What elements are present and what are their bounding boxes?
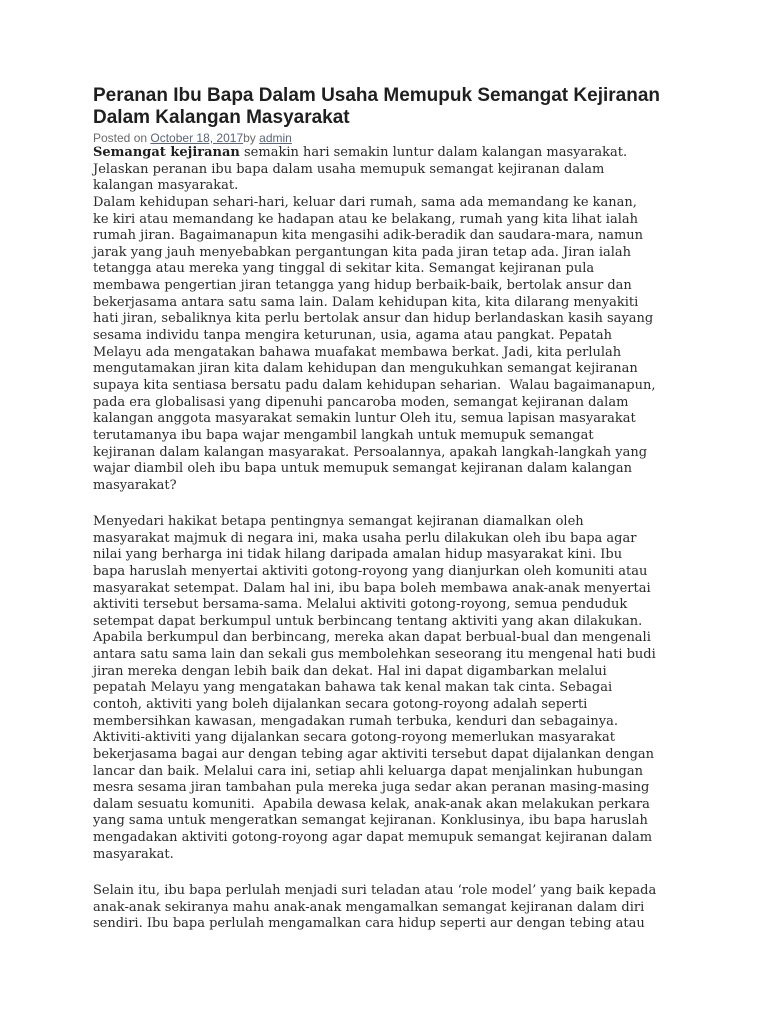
line-text: mesra sesama jiran tambahan pula mereka juga sedar akan peranan masing-masing xyxy=(93,780,650,796)
paragraph-intro xyxy=(93,145,733,494)
line-text: kalangan anggota masyarakat semakin luntur Oleh itu, semua lapisan masyarakat xyxy=(93,411,636,427)
paragraph-gotong-royong xyxy=(93,514,733,863)
text-line xyxy=(93,547,733,564)
line-text: Jelaskan peranan ibu bapa dalam usaha memupuk semangat kejiranan dalam xyxy=(93,161,605,177)
posted-on-label: Posted on xyxy=(93,131,148,145)
line-text: aktiviti tersebut bersama-sama. Melalui aktiviti gotong-royong, semua penduduk xyxy=(93,597,628,613)
line-text: masyarakat setempat. Dalam hal ini, ibu bapa boleh membawa anak-anak menyertai xyxy=(93,580,651,596)
text-line xyxy=(93,428,733,445)
text-line xyxy=(93,411,733,428)
line-text: membawa pengertian jiran tetangga yang hidup berbaik-baik, bertolak ansur dan xyxy=(93,278,632,294)
text-line xyxy=(93,514,733,531)
line-text: jarak yang jauh menyebabkan pergantungan kita pada jiran tetap ada. Jiran ialah xyxy=(93,244,632,260)
post-date-link[interactable]: October 18, 2017 xyxy=(150,131,244,145)
text-line xyxy=(93,647,733,664)
line-text: dalam sesuatu komuniti. Apabila dewasa kelak, anak-anak akan melakukan perkara xyxy=(93,796,650,812)
line-text: kejiranan dalam kalangan masyarakat. Persoalannya, apakah langkah-langkah yang xyxy=(93,444,648,460)
text-line xyxy=(93,178,733,195)
line-text: masyarakat. xyxy=(93,846,174,862)
line-text: hati jiran, sebaliknya kita perlu bertolak ansur dan hidup berlandaskan kasih sayang xyxy=(93,311,654,327)
line-text: ke kiri atau memandang ke hadapan atau ke belakang, rumah yang kita lihat ialah xyxy=(93,211,638,227)
text-line xyxy=(93,900,733,917)
line-text: Apabila berkumpul dan berbincang, mereka akan dapat berbual-bual dan mengenali xyxy=(93,630,651,646)
text-line xyxy=(93,212,733,229)
text-line xyxy=(93,531,733,548)
line-text: wajar diambil oleh ibu bapa untuk memupuk semangat kejiranan dalam kalangan xyxy=(93,461,632,477)
line-text: sendiri. Ibu bapa perlulah mengamalkan cara hidup seperti aur dengan tebing atau xyxy=(93,916,645,932)
lead-phrase: Semangat kejiranan xyxy=(93,145,240,160)
line-text: supaya kita sentiasa bersatu padu dalam kehidupan seharian. Walau bagaimanapun, xyxy=(93,377,656,393)
text-line xyxy=(93,361,733,378)
paragraph-role-model xyxy=(93,883,733,933)
line-text: bekerjasama antara satu sama lain. Dalam kehidupan kita, kita dilarang menyakiti xyxy=(93,294,639,310)
article-body xyxy=(93,145,733,952)
line-text: bekerjasama bagai aur dengan tebing agar aktiviti tersebut dapat dijalankan dengan xyxy=(93,746,655,762)
line-text: sesama individu tanpa mengira keturunan, usia, agama atau pangkat. Pepatah xyxy=(93,328,613,344)
line-text: membersihkan kawasan, mengadakan rumah terbuka, kenduri dan sebagainya. xyxy=(93,713,619,729)
line-text: mengadakan aktiviti gotong-royong agar dapat memupuk semangat kejiranan dalam xyxy=(93,830,653,846)
line-text: Aktiviti-aktiviti yang dijalankan secara gotong-royong memerlukan masyarakat xyxy=(93,730,615,746)
line-text: mengutamakan jiran kita dalam kehidupan dan mengukuhkan semangat kejiranan xyxy=(93,361,638,377)
text-line xyxy=(93,345,733,362)
line-text: pada era globalisasi yang dipenuhi pancaroba moden, semangat kejiranan dalam xyxy=(93,394,629,410)
line-text: nilai yang berharga ini tidak hilang daripada amalan hidup masyarakat kini. Ibu xyxy=(93,547,623,563)
text-line xyxy=(93,145,733,162)
text-line xyxy=(93,730,733,747)
text-line xyxy=(93,714,733,731)
post-title: Peranan Ibu Bapa Dalam Usaha Memupuk Semangat Kejiranan Dalam Kalangan Masyarakat xyxy=(93,85,661,128)
line-text: Dalam kehidupan sehari-hari, keluar dari rumah, sama ada memandang ke kanan, xyxy=(93,194,637,210)
text-line xyxy=(93,830,733,847)
text-line xyxy=(93,764,733,781)
text-line xyxy=(93,581,733,598)
text-line xyxy=(93,195,733,212)
text-line xyxy=(93,445,733,462)
text-line xyxy=(93,780,733,797)
text-line xyxy=(93,614,733,631)
by-label: by xyxy=(243,131,256,145)
line-text: anak-anak sekiranya mahu anak-anak mengamalkan semangat kejiranan dalam diri xyxy=(93,899,645,915)
line-text: jiran mereka dengan lebih baik dan dekat. Hal ini dapat digambarkan melalui xyxy=(93,663,607,679)
text-line xyxy=(93,847,733,864)
line-text: contoh, aktiviti yang boleh dijalankan secara gotong-royong adalah seperti xyxy=(93,697,588,712)
line-text: Selain itu, ibu bapa perlulah menjadi suri teladan atau ‘role model’ yang baik kepada xyxy=(93,882,657,898)
line-text: semakin hari semakin luntur dalam kalangan masyarakat. xyxy=(244,145,628,160)
line-text: tetangga atau mereka yang tinggal di sekitar kita. Semangat kejiranan pula xyxy=(93,261,595,277)
text-line xyxy=(93,813,733,830)
line-text: rumah jiran. Bagaimanapun kita mengasihi adik-beradik dan saudara-mara, namun xyxy=(93,228,644,244)
text-line xyxy=(93,261,733,278)
text-line xyxy=(93,378,733,395)
text-line xyxy=(93,278,733,295)
line-text: masyarakat majmuk di negara ini, maka usaha perlu dilakukan oleh ibu bapa agar xyxy=(93,530,637,546)
text-line xyxy=(93,916,733,933)
line-text: masyarakat? xyxy=(93,477,177,493)
line-text: antara satu sama lain dan sekali gus membolehkan seseorang itu mengenal hati budi xyxy=(93,647,656,663)
author-link[interactable]: admin xyxy=(259,131,292,145)
line-text: terutamanya ibu bapa wajar mengambil langkah untuk memupuk semangat xyxy=(93,427,594,443)
text-line xyxy=(93,245,733,262)
text-line xyxy=(93,747,733,764)
line-text: lancar dan baik. Melalui cara ini, setiap ahli keluarga dapat menjalinkan hubungan xyxy=(93,763,643,779)
text-line xyxy=(93,697,733,714)
text-line xyxy=(93,630,733,647)
text-line xyxy=(93,664,733,681)
text-line xyxy=(93,797,733,814)
line-text: bapa haruslah menyertai aktiviti gotong-royong yang dianjurkan oleh komuniti atau xyxy=(93,563,648,579)
line-text: Menyedari hakikat betapa pentingnya semangat kejiranan diamalkan oleh xyxy=(93,513,584,529)
text-line xyxy=(93,564,733,581)
text-line xyxy=(93,461,733,478)
text-line xyxy=(93,680,733,697)
text-line xyxy=(93,597,733,614)
text-line xyxy=(93,228,733,245)
line-text: Melayu ada mengatakan bahawa muafakat membawa berkat. Jadi, kita perlulah xyxy=(93,344,622,360)
line-text: kalangan masyarakat. xyxy=(93,178,239,194)
line-text: pepatah Melayu yang mengatakan bahawa tak kenal makan tak cinta. Sebagai xyxy=(93,680,613,696)
text-line xyxy=(93,395,733,412)
text-line xyxy=(93,328,733,345)
post-meta xyxy=(93,131,292,145)
text-line xyxy=(93,311,733,328)
text-line xyxy=(93,162,733,179)
text-line xyxy=(93,478,733,495)
text-line xyxy=(93,883,733,900)
text-line xyxy=(93,295,733,312)
line-text: setempat dapat berkumpul untuk berbincang tentang aktiviti yang akan dilakukan. xyxy=(93,613,643,629)
line-text: yang sama untuk mengeratkan semangat kejiranan. Konklusinya, ibu bapa haruslah xyxy=(93,813,648,829)
